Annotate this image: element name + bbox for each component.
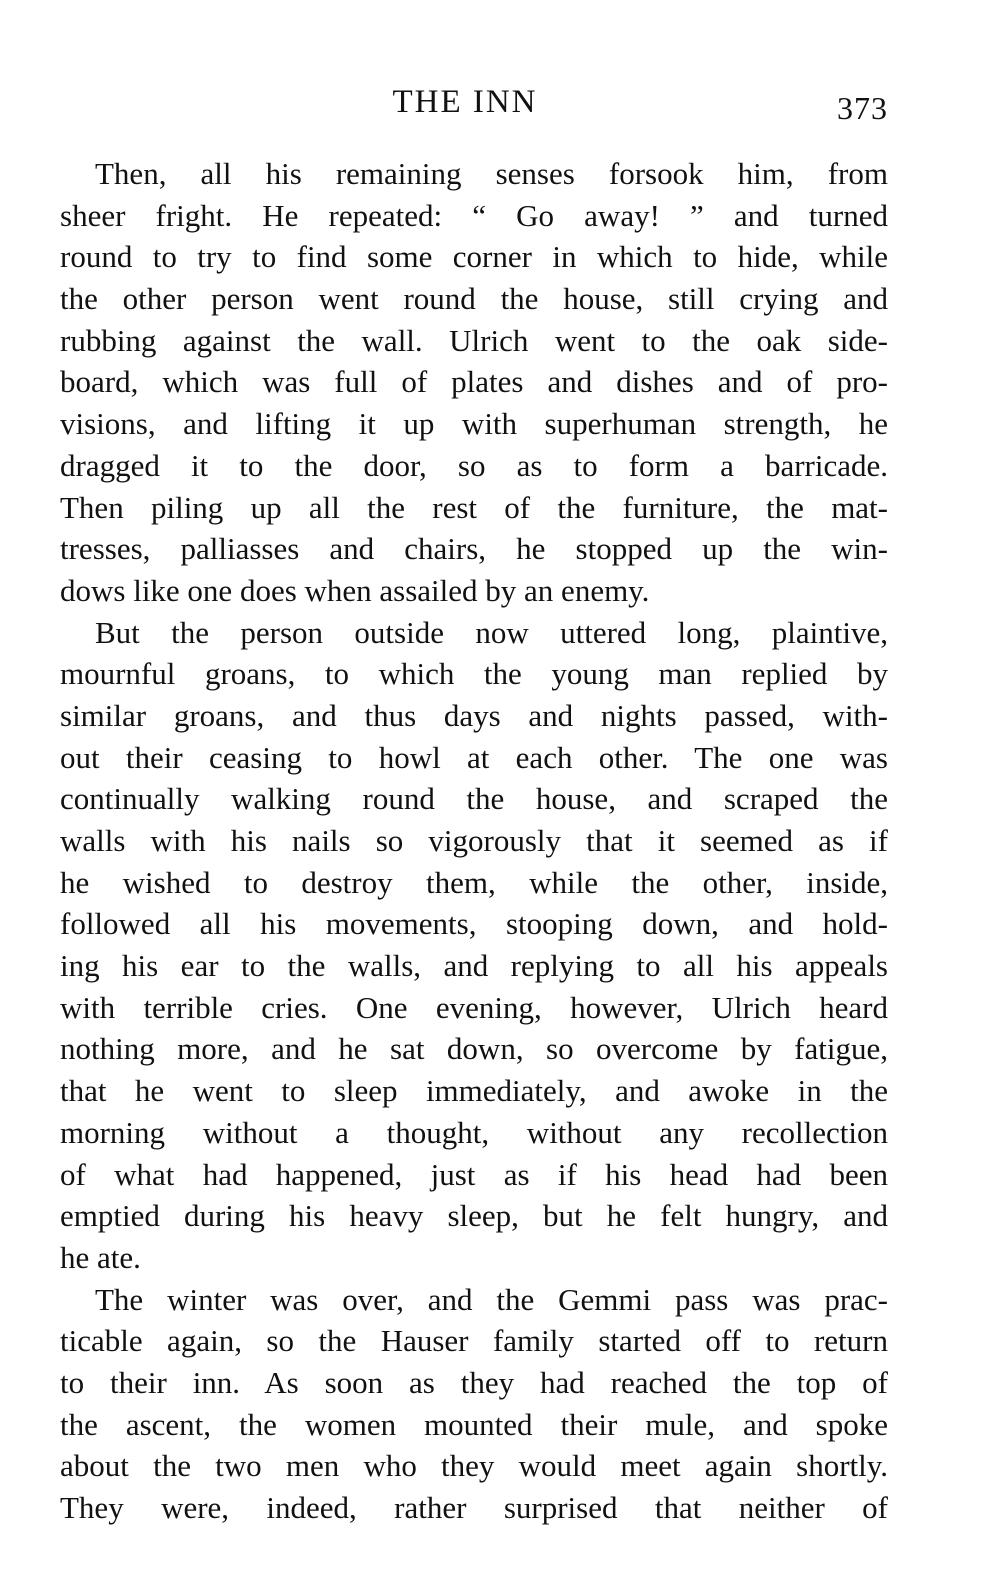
text-line: dows like one does when assailed by an enemy. [60, 572, 650, 608]
body-text [60, 153, 888, 1529]
text-line: the other person went round the house, still crying and [60, 281, 888, 317]
text-line: morning without a thought, without any recollection [60, 1114, 888, 1150]
paragraph-3 [60, 1279, 888, 1529]
text-line: of what had happened, just as if his head had been [60, 1156, 888, 1192]
text-line: Then piling up all the rest of the furniture, the mat- [60, 489, 888, 525]
text-line: tresses, palliasses and chairs, he stopped up the win- [60, 531, 888, 567]
text-line: nothing more, and he sat down, so overcome by fatigue, [60, 1031, 888, 1067]
text-line: dragged it to the door, so as to form a barricade. [60, 447, 888, 483]
text-line: rubbing against the wall. Ulrich went to the oak side- [60, 322, 888, 358]
text-line: continually walking round the house, and scraped the [60, 781, 888, 817]
text-line: mournful groans, to which the young man replied by [60, 656, 888, 692]
text-line: They were, indeed, rather surprised that neither of [60, 1490, 888, 1525]
text-line: walls with his nails so vigorously that it seemed as if [60, 823, 888, 858]
running-title: THE INN [392, 84, 538, 120]
text-line: with terrible cries. One evening, however, Ulrich heard [60, 989, 888, 1025]
text-line: out their ceasing to howl at each other. The one was [60, 739, 888, 775]
text-line: he wished to destroy them, while the other, inside, [60, 864, 888, 900]
text-line: sheer fright. He repeated: “ Go away! ” and turned [60, 197, 888, 233]
page-number: 373 [837, 90, 888, 126]
text-line: emptied during his heavy sleep, but he felt hungry, and [60, 1198, 888, 1234]
text-line: The winter was over, and the Gemmi pass was prac- [95, 1281, 888, 1317]
text-line: the ascent, the women mounted their mule, and spoke [60, 1406, 888, 1442]
text-line: about the two men who they would meet again shortly. [60, 1448, 888, 1484]
paragraph-2 [60, 612, 888, 1279]
text-line: to their inn. As soon as they had reached the top of [60, 1364, 888, 1400]
text-line: board, which was full of plates and dishes and of pro- [60, 364, 888, 400]
text-line: visions, and lifting it up with superhuman strength, he [60, 406, 888, 442]
text-line: followed all his movements, stooping down, and hold- [60, 906, 888, 942]
text-line: that he went to sleep immediately, and awoke in the [60, 1073, 888, 1109]
text-line: Then, all his remaining senses forsook him, from [95, 156, 888, 191]
text-line: similar groans, and thus days and nights passed, with- [60, 697, 888, 733]
text-line: But the person outside now uttered long, plaintive, [95, 614, 888, 650]
text-line: ticable again, so the Hauser family started off to return [60, 1323, 888, 1359]
text-line: ing his ear to the walls, and replying to all his appeals [60, 948, 888, 984]
text-line: round to try to find some corner in which to hide, while [60, 239, 888, 275]
paragraph-1 [60, 153, 888, 612]
text-line: he ate. [60, 1239, 141, 1275]
